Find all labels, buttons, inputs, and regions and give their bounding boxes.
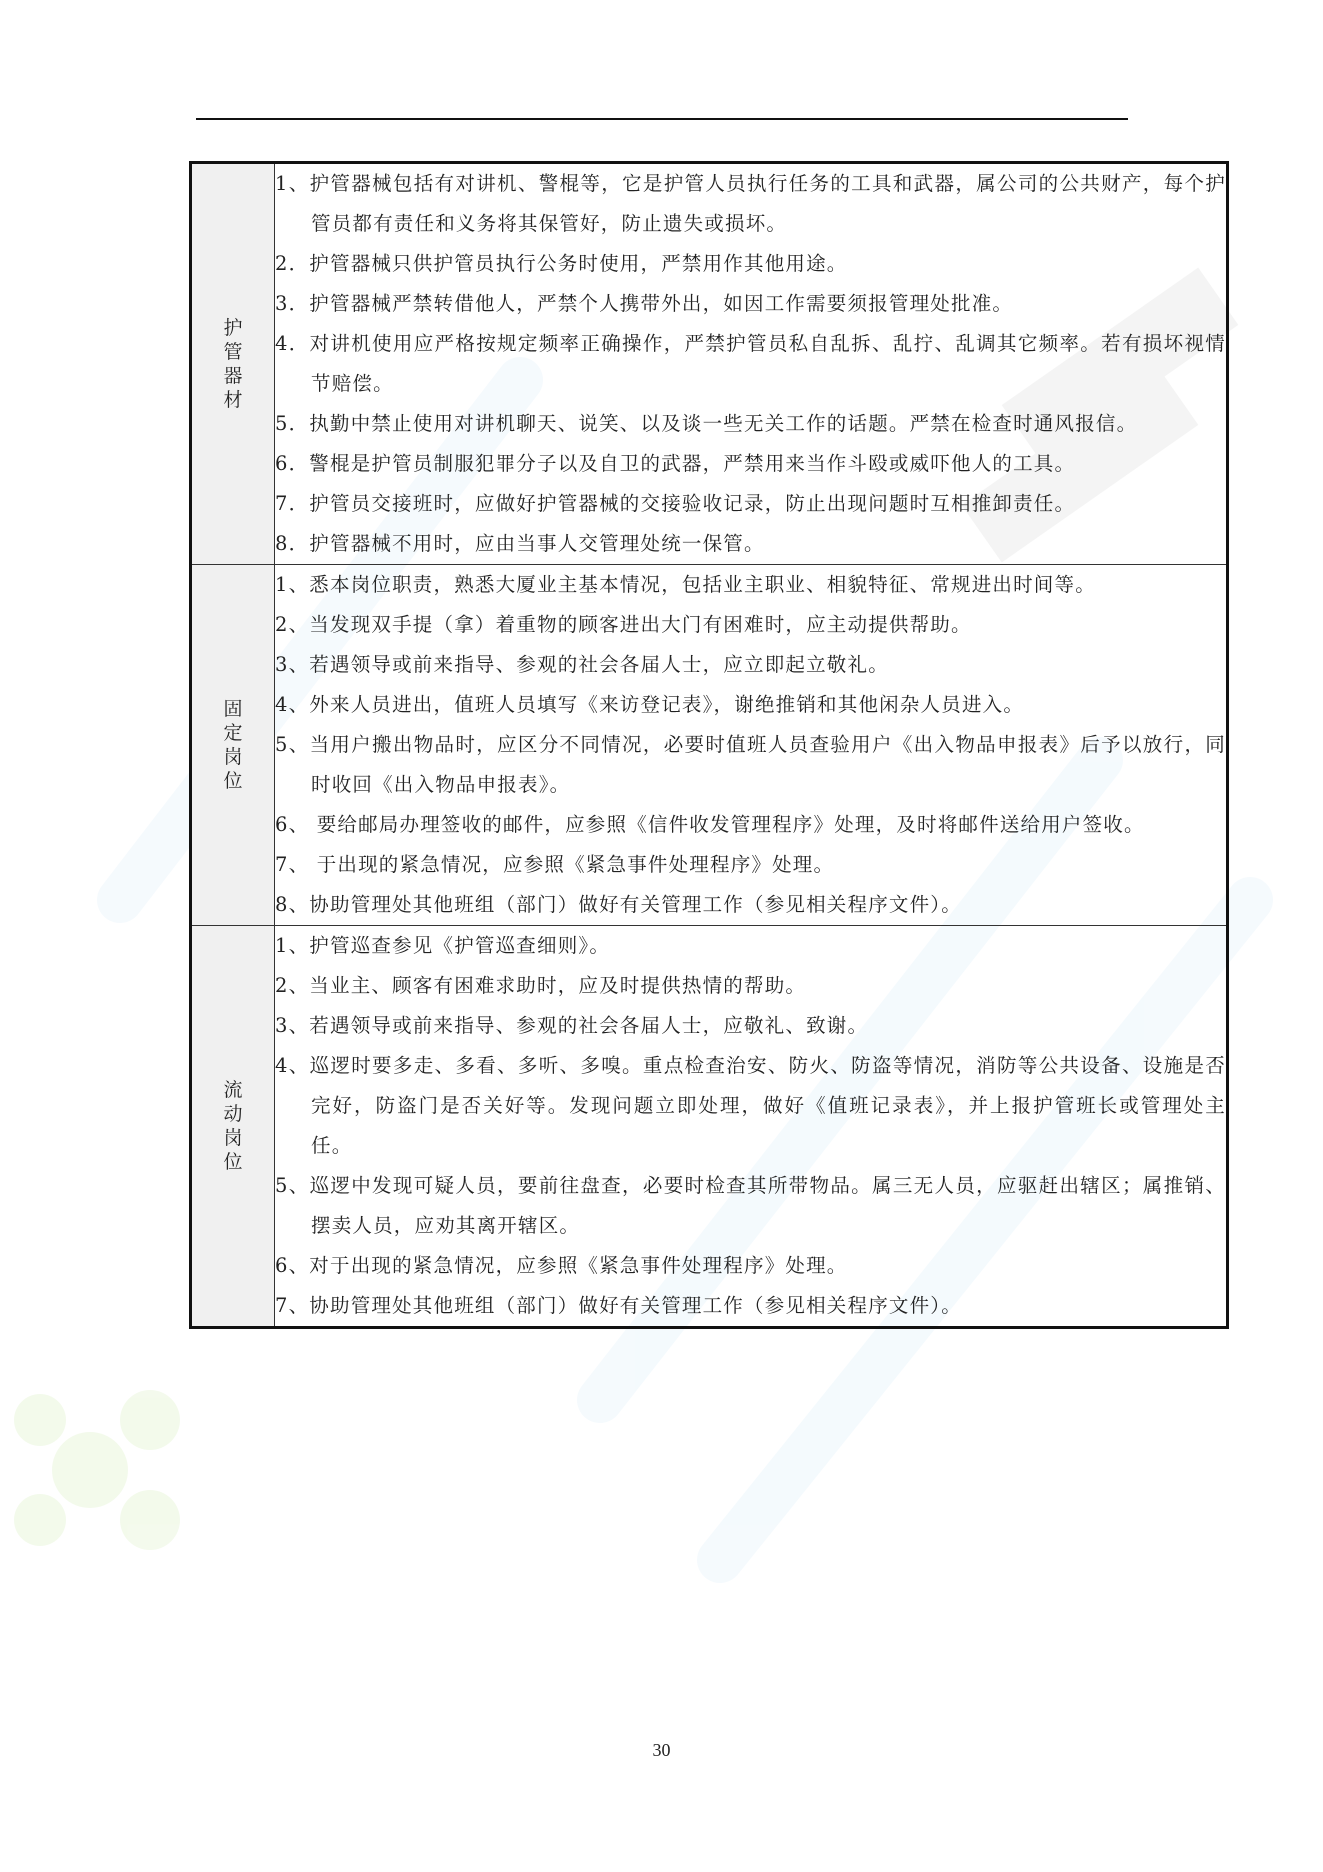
section-label-cell (191, 926, 275, 1328)
section-row-patrol-post (191, 926, 1228, 1328)
rule-item: 4、外来人员进出，值班人员填写《来访登记表》，谢绝推销和其他闲杂人员进入。 (275, 693, 1025, 716)
rule-item: 5、巡逻中发现可疑人员，要前往盘查，必要时检查其所带物品。属三无人员，应驱赶出辖区；属推销、摆卖人员，应劝其离开辖区。 (275, 1174, 1226, 1237)
rule-item: 2．护管器械只供护管员执行公务时使用，严禁用作其他用途。 (275, 252, 848, 275)
rule-item: 3、若遇领导或前来指导、参观的社会各届人士，应敬礼、致谢。 (275, 1014, 869, 1037)
section-label: 流动岗位 (223, 1079, 243, 1173)
rule-item: 3．护管器械严禁转借他人，严禁个人携带外出，如因工作需要须报管理处批准。 (275, 292, 1014, 315)
rule-item: 6、对于出现的紧急情况，应参照《紧急事件处理程序》处理。 (275, 1254, 848, 1277)
rule-list (275, 926, 1226, 1326)
section-content (275, 565, 1228, 926)
rule-item: 7．护管员交接班时，应做好护管器械的交接验收记录，防止出现问题时互相推卸责任。 (275, 492, 1076, 515)
section-label-cell (191, 163, 275, 565)
rule-item: 2、当业主、顾客有困难求助时，应及时提供热情的帮助。 (275, 974, 807, 997)
rule-item: 4．对讲机使用应严格按规定频率正确操作，严禁护管员私自乱拆、乱拧、乱调其它频率。若有损坏视情节赔偿。 (275, 332, 1226, 395)
rule-item: 1、护管器械包括有对讲机、警棍等，它是护管人员执行任务的工具和武器，属公司的公共财产，每个护管员都有责任和义务将其保管好，防止遗失或损坏。 (275, 172, 1226, 235)
rule-item: 5．执勤中禁止使用对讲机聊天、说笑、以及谈一些无关工作的话题。严禁在检查时通风报信。 (275, 412, 1138, 435)
section-content (275, 163, 1228, 565)
rule-item: 6．警棍是护管员制服犯罪分子以及自卫的武器，严禁用来当作斗殴或威吓他人的工具。 (275, 452, 1076, 475)
section-row-equipment (191, 163, 1228, 565)
page-number: 30 (652, 1740, 671, 1760)
rule-item: 8、协助管理处其他班组（部门）做好有关管理工作（参见相关程序文件）。 (275, 893, 962, 916)
rule-list (275, 164, 1226, 564)
rule-item: 2、当发现双手提（拿）着重物的顾客进出大门有困难时，应主动提供帮助。 (275, 613, 972, 636)
rule-item: 7、 于出现的紧急情况，应参照《紧急事件处理程序》处理。 (275, 853, 835, 876)
header-rule (196, 118, 1128, 120)
section-row-fixed-post (191, 565, 1228, 926)
section-label-cell (191, 565, 275, 926)
rule-item: 1、悉本岗位职责，熟悉大厦业主基本情况，包括业主职业、相貌特征、常规进出时间等。 (275, 573, 1096, 596)
section-label: 护管器材 (223, 317, 243, 411)
rule-item: 6、 要给邮局办理签收的邮件，应参照《信件收发管理程序》处理，及时将邮件送给用户签收。 (275, 813, 1145, 836)
rule-item: 8．护管器械不用时，应由当事人交管理处统一保管。 (275, 532, 765, 555)
rule-item: 7、协助管理处其他班组（部门）做好有关管理工作（参见相关程序文件）。 (275, 1294, 962, 1317)
section-content (275, 926, 1228, 1328)
section-label: 固定岗位 (223, 698, 243, 792)
rule-item: 5、当用户搬出物品时，应区分不同情况，必要时值班人员查验用户《出入物品申报表》后予以放行，同时收回《出入物品申报表》。 (275, 733, 1226, 796)
rule-list (275, 565, 1226, 925)
rules-table (189, 161, 1229, 1329)
rule-item: 4、巡逻时要多走、多看、多听、多嗅。重点检查治安、防火、防盗等情况，消防等公共设备、设施是否完好，防盗门是否关好等。发现问题立即处理，做好《值班记录表》，并上报护管班长或管理处主任。 (275, 1054, 1226, 1157)
rule-item: 3、若遇领导或前来指导、参观的社会各届人士，应立即起立敬礼。 (275, 653, 889, 676)
rule-item: 1、护管巡查参见《护管巡查细则》。 (275, 934, 611, 957)
